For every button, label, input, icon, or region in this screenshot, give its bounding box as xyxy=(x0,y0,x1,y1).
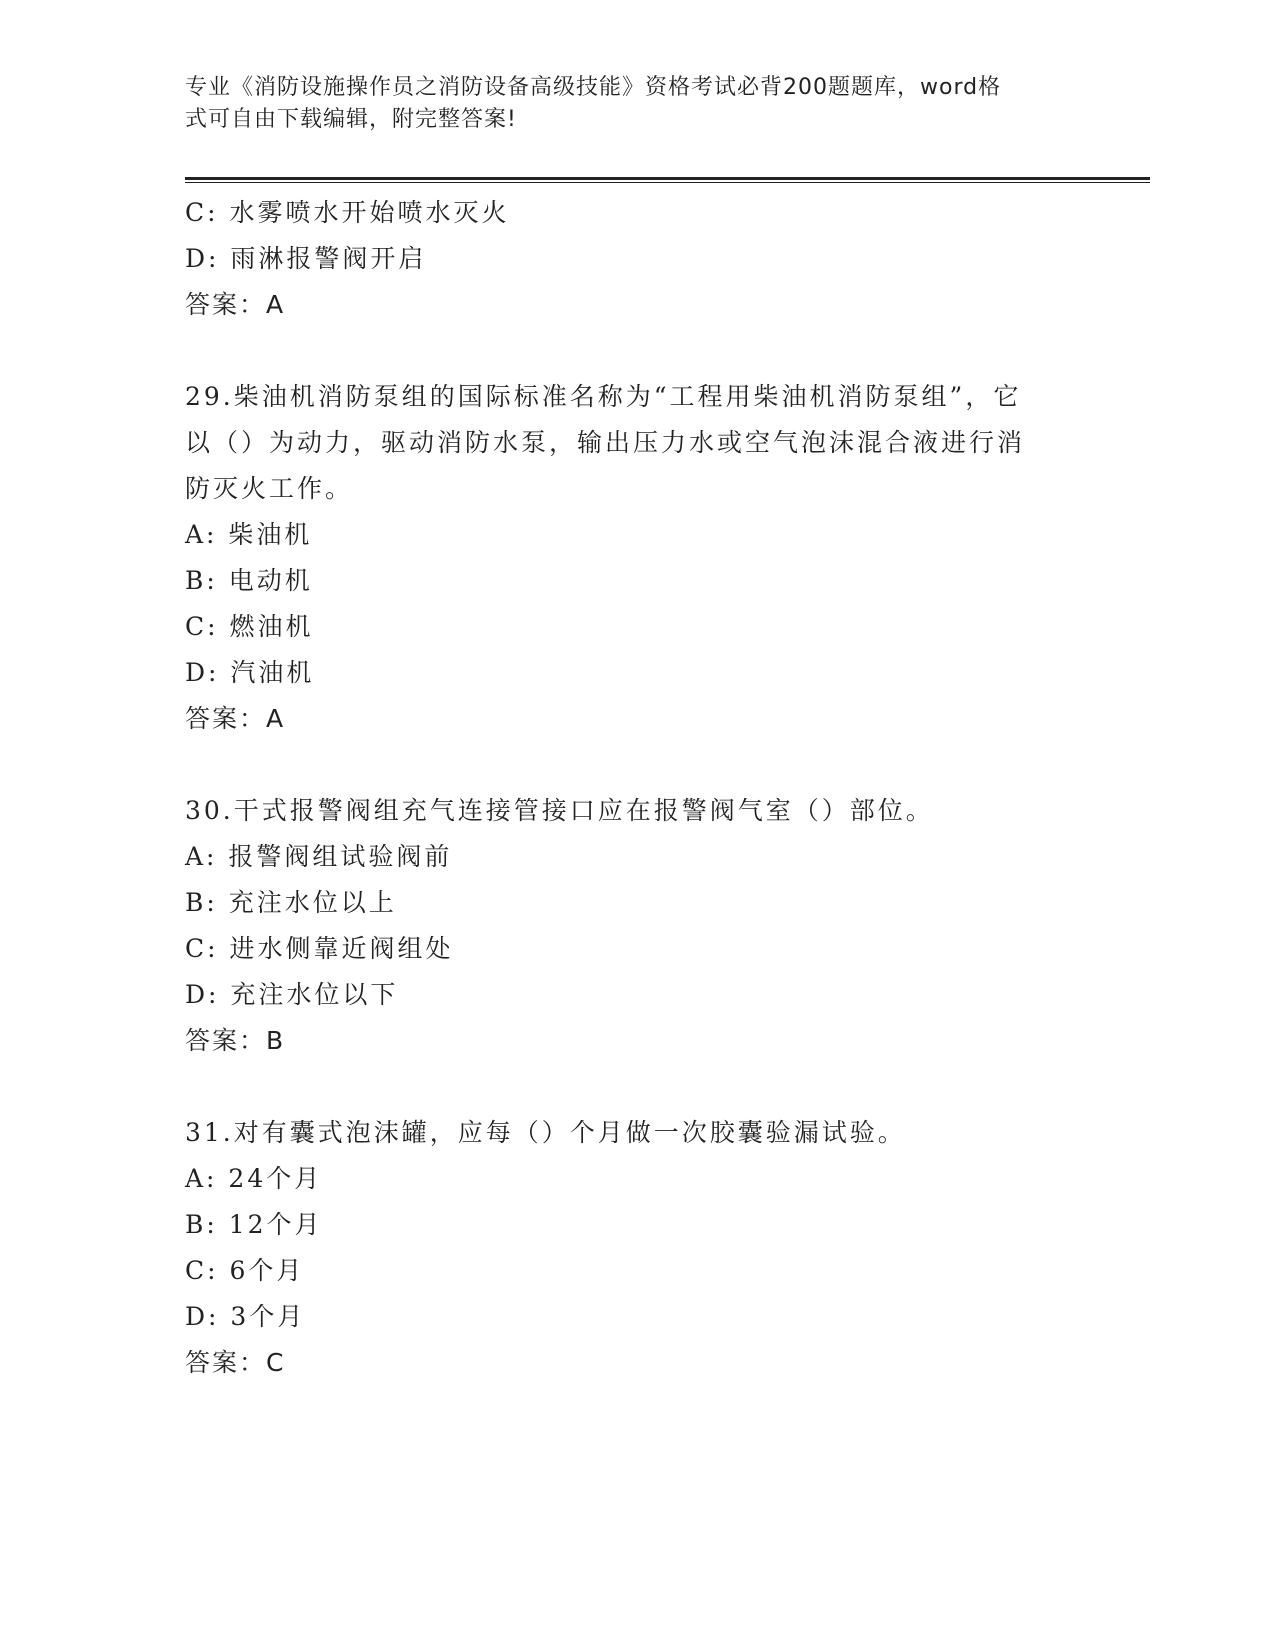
answer-line: 答案：C xyxy=(185,1348,286,1377)
header-divider-thick xyxy=(185,177,1150,180)
option-c: C: 6个月 xyxy=(185,1256,305,1285)
question-list xyxy=(185,190,1085,1386)
option-b: B: 电动机 xyxy=(185,566,313,595)
option-d: D: 充注水位以下 xyxy=(185,980,399,1009)
spacer xyxy=(185,742,1085,788)
header-title-line-2: 式可自由下载编辑，附完整答案! xyxy=(185,107,517,132)
question-28-continued xyxy=(185,190,1085,328)
header-divider-thin xyxy=(185,182,1150,183)
question-stem-line-1: 29.柴油机消防泵组的国际标准名称为“工程用柴油机消防泵组”，它 xyxy=(185,382,1022,411)
option-a: A: 24个月 xyxy=(185,1164,323,1193)
question-stem: 30.干式报警阀组充气连接管接口应在报警阀气室（）部位。 xyxy=(185,796,934,825)
question-stem-line-3: 防灭火工作。 xyxy=(185,474,354,503)
answer-line: 答案：A xyxy=(185,290,286,319)
answer-line: 答案：A xyxy=(185,704,286,733)
header-title-line-1: 专业《消防设施操作员之消防设备高级技能》资格考试必背200题题库，word格 xyxy=(185,75,1002,100)
option-d: D: 雨淋报警阀开启 xyxy=(185,244,427,273)
option-b: B: 12个月 xyxy=(185,1210,323,1239)
question-stem-line-2: 以（）为动力，驱动消防水泵，输出压力水或空气泡沫混合液进行消 xyxy=(185,428,1026,457)
question-31 xyxy=(185,1110,1085,1386)
question-29 xyxy=(185,374,1085,742)
question-stem: 31.对有囊式泡沫罐，应每（）个月做一次胶囊验漏试验。 xyxy=(185,1118,906,1147)
answer-line: 答案：B xyxy=(185,1026,286,1055)
option-c: C: 燃油机 xyxy=(185,612,314,641)
option-c: C: 水雾喷水开始喷水灭火 xyxy=(185,198,510,227)
spacer xyxy=(185,328,1085,374)
spacer xyxy=(185,1064,1085,1110)
document-header xyxy=(185,72,1065,136)
option-c: C: 进水侧靠近阀组处 xyxy=(185,934,454,963)
option-a: A: 柴油机 xyxy=(185,520,313,549)
option-b: B: 充注水位以上 xyxy=(185,888,397,917)
option-d: D: 汽油机 xyxy=(185,658,315,687)
question-30 xyxy=(185,788,1085,1064)
option-a: A: 报警阀组试验阀前 xyxy=(185,842,453,871)
option-d: D: 3个月 xyxy=(185,1302,306,1331)
